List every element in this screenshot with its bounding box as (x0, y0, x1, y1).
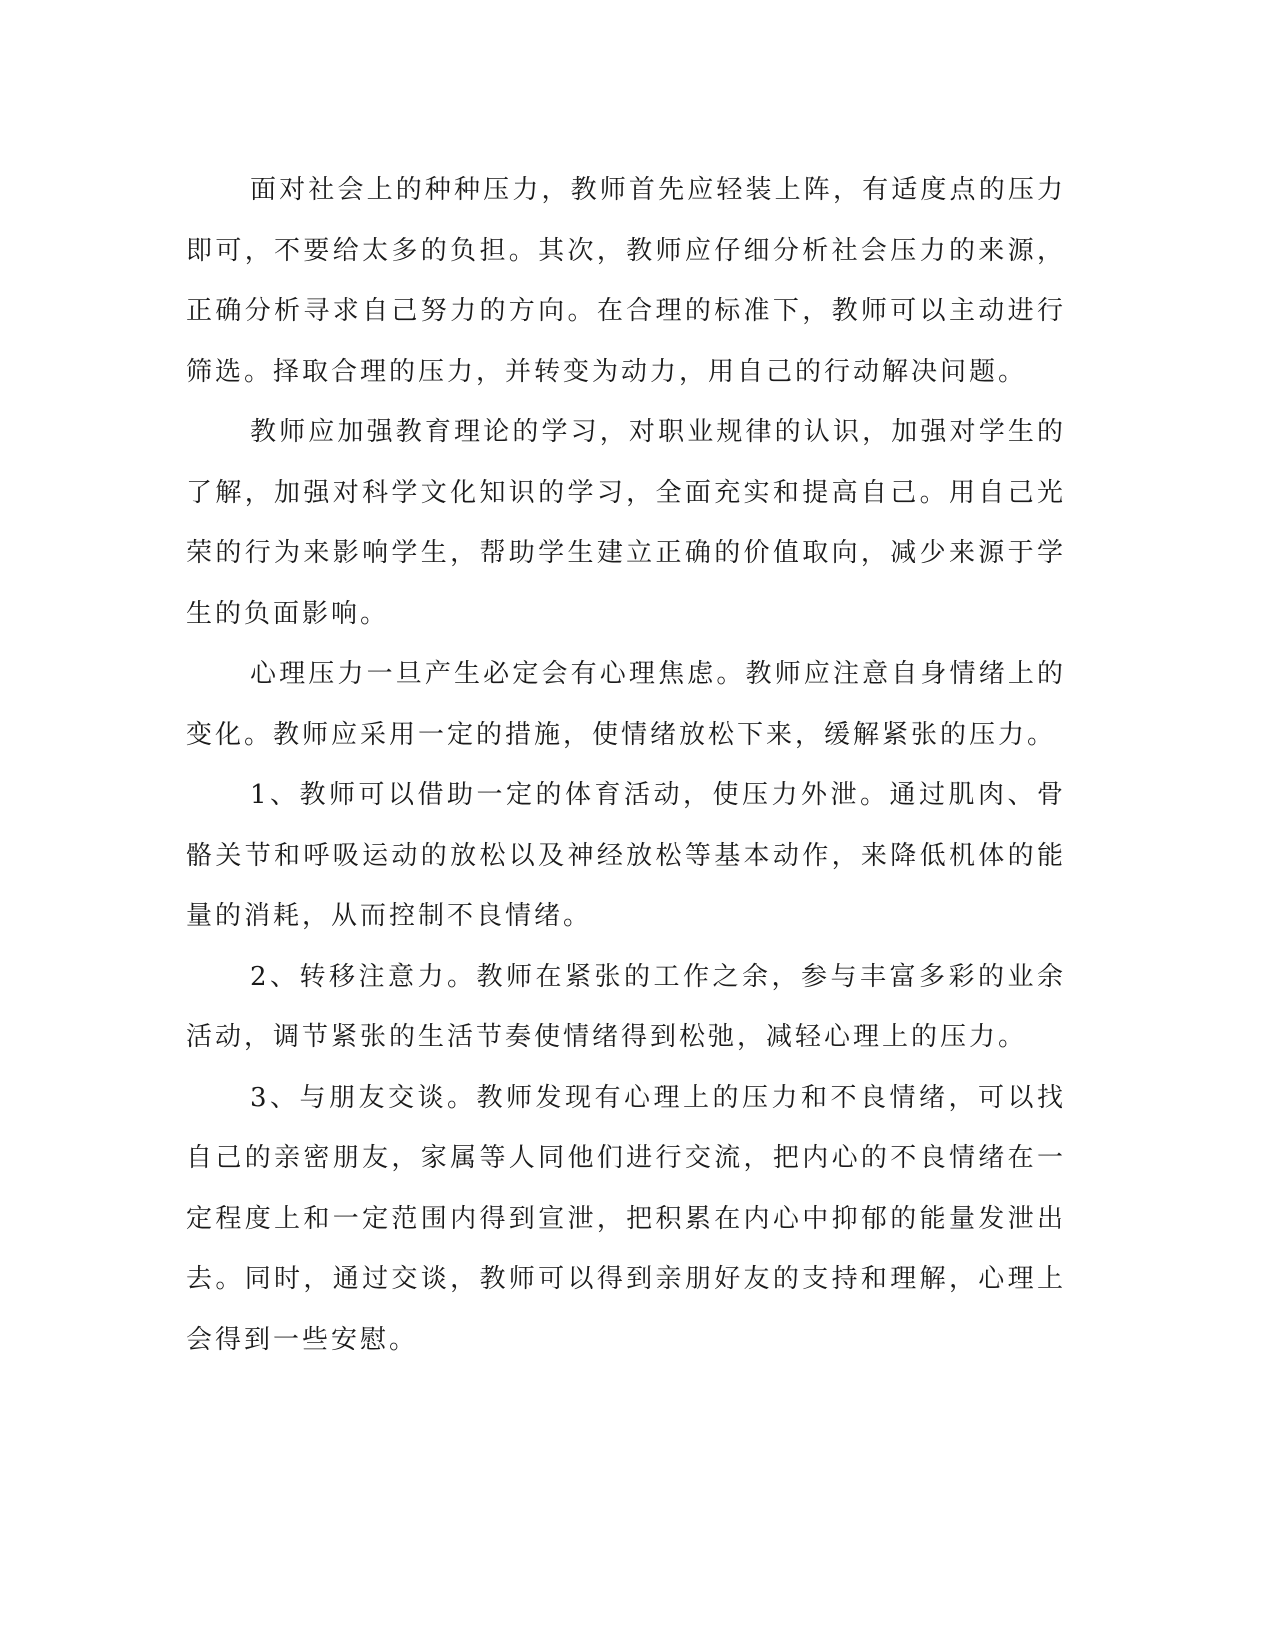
paragraph-item-3-friends: 3、与朋友交谈。教师发现有心理上的压力和不良情绪，可以找自己的亲密朋友，家属等人同他们进行交流，把内心的不良情绪在一定程度上和一定范围内得到宣泄，把积累在内心中抑郁的能量发泄出去。同时，通过交谈，教师可以得到亲朋好友的支持和理解，心理上会得到一些安慰。 (186, 1082, 1066, 1355)
paragraph-theory-learning: 教师应加强教育理论的学习，对职业规律的认识，加强对学生的了解，加强对科学文化知识的学习，全面充实和提高自己。用自己光荣的行为来影响学生，帮助学生建立正确的价值取向，减少来源于学生的负面影响。 (186, 417, 1066, 629)
paragraph-item-1-sports: 1、教师可以借助一定的体育活动，使压力外泄。通过肌肉、骨骼关节和呼吸运动的放松以及神经放松等基本动作，来降低机体的能量的消耗，从而控制不良情绪。 (186, 780, 1066, 931)
paragraph-item-2-attention: 2、转移注意力。教师在紧张的工作之余，参与丰富多彩的业余活动，调节紧张的生活节奏使情绪得到松弛，减轻心理上的压力。 (186, 961, 1066, 1052)
document-body (186, 160, 1066, 1370)
paragraph-pressure-handling: 面对社会上的种种压力，教师首先应轻装上阵，有适度点的压力即可，不要给太多的负担。其次，教师应仔细分析社会压力的来源，正确分析寻求自己努力的方向。在合理的标准下，教师可以主动进行筛选。择取合理的压力，并转变为动力，用自己的行动解决问题。 (186, 175, 1066, 387)
paragraph-anxiety: 心理压力一旦产生必定会有心理焦虑。教师应注意自身情绪上的变化。教师应采用一定的措施，使情绪放松下来，缓解紧张的压力。 (186, 659, 1066, 750)
